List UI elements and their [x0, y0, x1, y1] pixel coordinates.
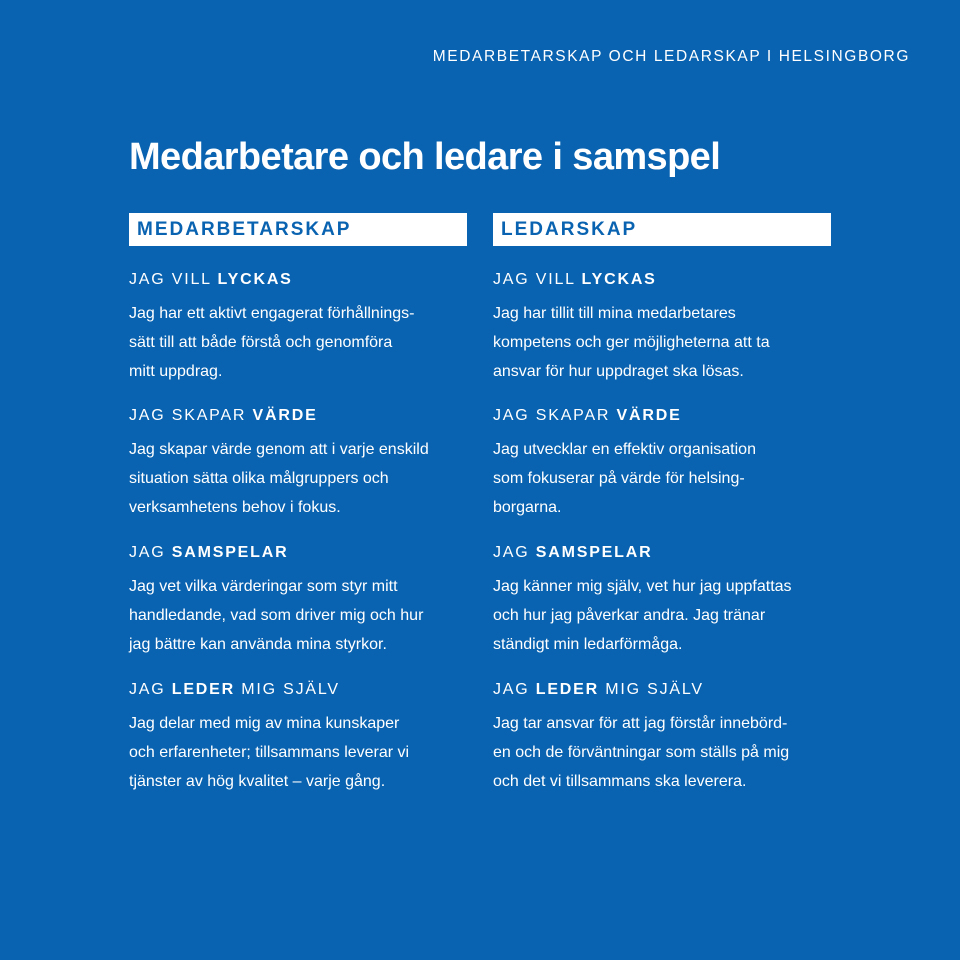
section-heading	[129, 543, 489, 563]
section-samspelar	[493, 543, 853, 659]
body-line: sätt till att både förstå och genomföra	[129, 334, 393, 351]
section-body	[493, 299, 853, 386]
section-samspelar	[129, 543, 489, 659]
body-line: Jag har tillit till mina medarbetares	[493, 305, 736, 322]
running-header: MEDARBETARSKAP OCH LEDARSKAP I HELSINGBORG	[432, 48, 910, 65]
column-ledarskap	[493, 213, 831, 790]
column-medarbetarskap	[129, 213, 467, 790]
heading-light: JAG	[129, 544, 172, 561]
section-body	[493, 435, 853, 522]
section-heading	[493, 270, 853, 290]
body-line: och det vi tillsammans ska leverera.	[493, 773, 747, 790]
body-line: situation sätta olika målgruppers och	[129, 470, 389, 487]
section-heading	[129, 680, 489, 700]
section-body	[129, 435, 489, 522]
page-title: Medarbetare och ledare i samspel	[129, 136, 721, 178]
section-body	[129, 709, 489, 796]
section-skapar-varde	[129, 406, 489, 522]
body-line: Jag vet vilka värderingar som styr mitt	[129, 578, 398, 595]
body-line: jag bättre kan använda mina styrkor.	[129, 636, 387, 653]
heading-light: JAG SKAPAR	[493, 407, 617, 424]
heading-bold: SAMSPELAR	[535, 544, 653, 561]
heading-bold: LEDER	[171, 681, 235, 698]
section-leder-mig-sjalv	[129, 680, 489, 796]
body-line: Jag känner mig själv, vet hur jag uppfattas	[493, 578, 792, 595]
body-line: ansvar för hur uppdraget ska lösas.	[493, 363, 744, 380]
section-vill-lyckas	[493, 270, 853, 386]
body-line: Jag skapar värde genom att i varje enskild	[129, 441, 429, 458]
heading-light: JAG	[129, 681, 172, 698]
column-header-medarbetarskap: MEDARBETARSKAP	[129, 213, 467, 246]
heading-light: JAG	[493, 681, 536, 698]
section-vill-lyckas	[129, 270, 489, 386]
heading-tail: MIG SJÄLV	[599, 681, 704, 698]
section-body	[493, 572, 853, 659]
heading-bold: VÄRDE	[252, 407, 318, 424]
heading-light: JAG VILL	[129, 271, 218, 288]
heading-light: JAG	[493, 544, 536, 561]
heading-tail: MIG SJÄLV	[235, 681, 340, 698]
section-skapar-varde	[493, 406, 853, 522]
section-heading	[493, 680, 853, 700]
heading-bold: LYCKAS	[581, 271, 657, 288]
body-line: som fokuserar på värde för helsing-	[493, 470, 745, 487]
heading-bold: LYCKAS	[217, 271, 293, 288]
section-body	[129, 299, 489, 386]
section-body	[129, 572, 489, 659]
section-heading	[129, 406, 489, 426]
heading-bold: LEDER	[535, 681, 599, 698]
body-line: handledande, vad som driver mig och hur	[129, 607, 424, 624]
body-line: och hur jag påverkar andra. Jag tränar	[493, 607, 766, 624]
body-line: Jag utvecklar en effektiv organisation	[493, 441, 756, 458]
body-line: verksamhetens behov i fokus.	[129, 499, 341, 516]
section-heading	[493, 543, 853, 563]
body-line: en och de förväntningar som ställs på mig	[493, 744, 790, 761]
body-line: Jag har ett aktivt engagerat förhållnings-	[129, 305, 415, 322]
body-line: och erfarenheter; tillsammans leverar vi	[129, 744, 410, 761]
section-heading	[493, 406, 853, 426]
body-line: tjänster av hög kvalitet – varje gång.	[129, 773, 386, 790]
body-line: mitt uppdrag.	[129, 363, 223, 380]
section-leder-mig-sjalv	[493, 680, 853, 796]
heading-bold: SAMSPELAR	[171, 544, 289, 561]
body-line: ständigt min ledarförmåga.	[493, 636, 683, 653]
column-header-ledarskap: LEDARSKAP	[493, 213, 831, 246]
heading-light: JAG VILL	[493, 271, 582, 288]
section-heading	[129, 270, 489, 290]
body-line: Jag delar med mig av mina kunskaper	[129, 715, 400, 732]
heading-light: JAG SKAPAR	[129, 407, 253, 424]
heading-bold: VÄRDE	[616, 407, 682, 424]
body-line: kompetens och ger möjligheterna att ta	[493, 334, 770, 351]
body-line: borgarna.	[493, 499, 562, 516]
body-line: Jag tar ansvar för att jag förstår innebörd-	[493, 715, 788, 732]
section-body	[493, 709, 853, 796]
